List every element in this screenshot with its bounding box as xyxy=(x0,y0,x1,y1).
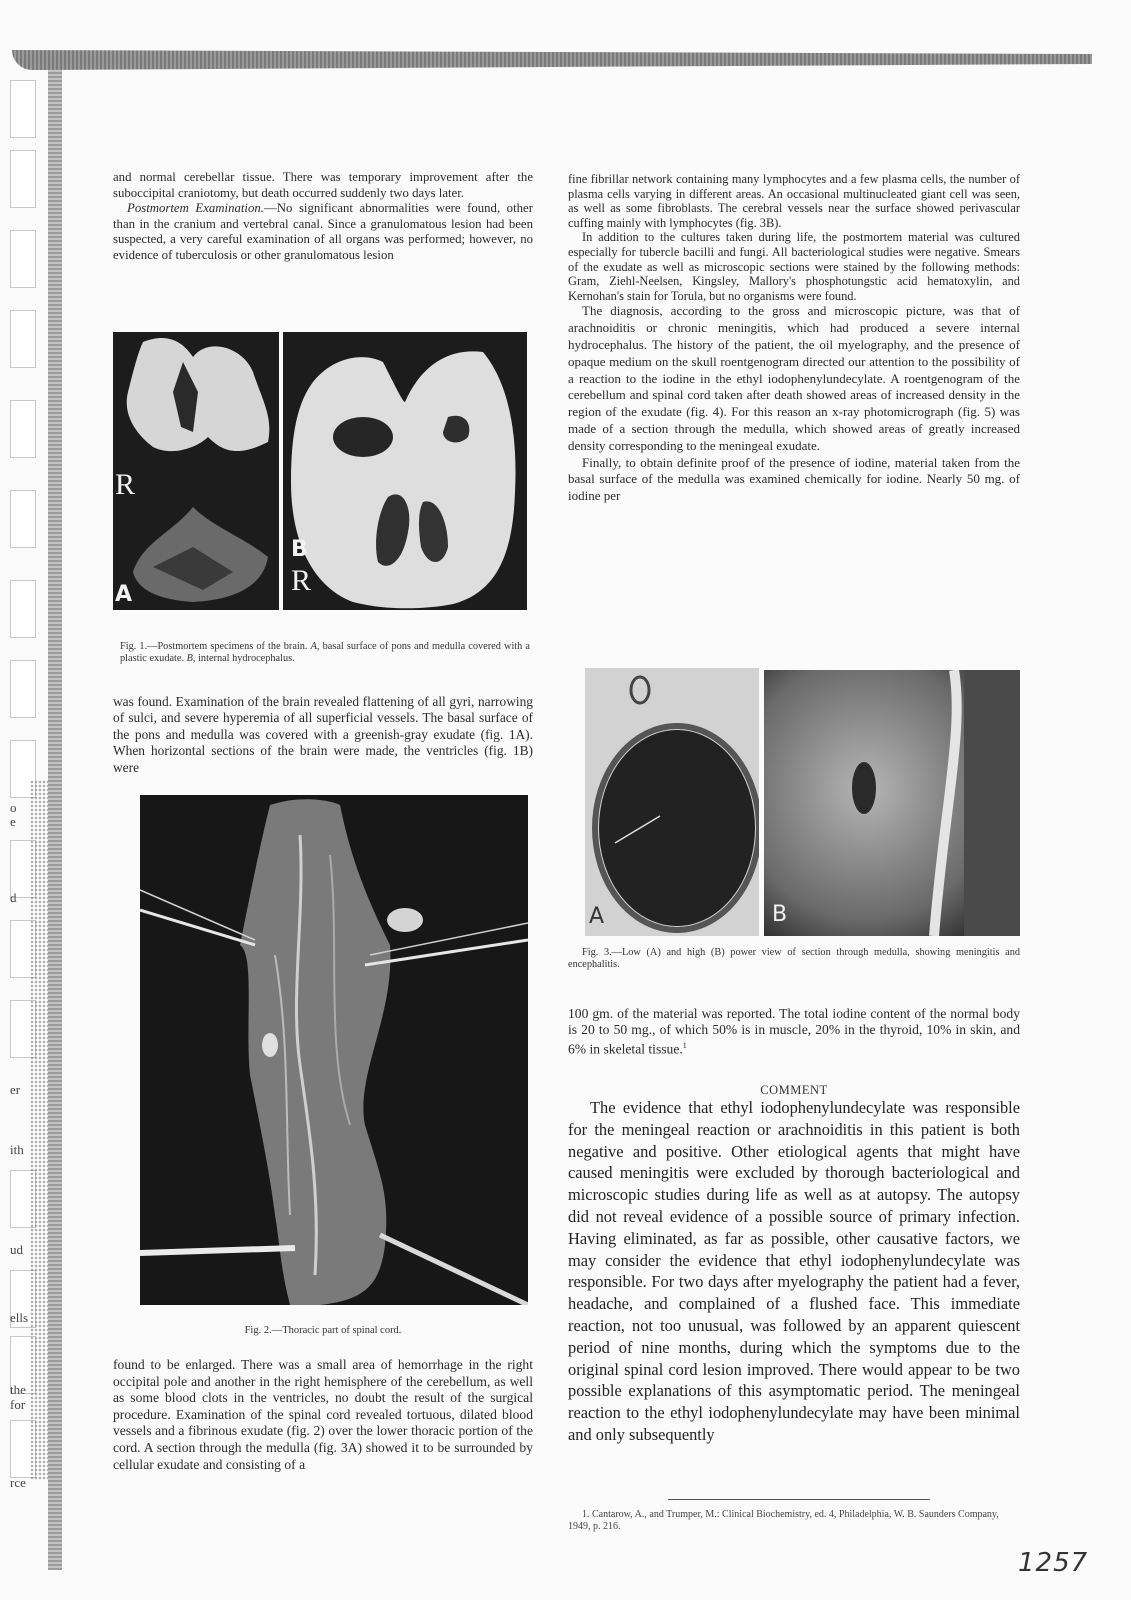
medulla-high-power-image xyxy=(764,670,1020,936)
margin-tab xyxy=(10,230,36,288)
margin-tab xyxy=(10,580,36,638)
caption-italic: A xyxy=(310,641,317,652)
scan-binding-shadow xyxy=(48,70,62,1570)
left-column-top-text xyxy=(113,170,533,264)
figure-label-r: R xyxy=(115,468,136,501)
paragraph: The evidence that ethyl iodophenylundecylate was responsible for the meningeal reaction or arachnoiditis in this patient is both negative and positive. Other etiological agents that might have caused meningitis were excluded by thorough bacteriological and microscopic studies during life as well as at autopsy. The autopsy did not reveal evidence of a possible source of primary infection. Having eliminated, as far as possible, other causative factors, we may consider the evidence that ethyl iodophenylundecylate was responsible. For two days after myelography the patient had a fever, headache, and complained of a flushed face. This immediate reaction, not too unusual, was followed by an apparent quiescent period of nine months, during which the symptoms due to the original spinal cord lesion improved. There would appear to be two possible explanations of this asymptomatic period. The meningeal reaction to the ethyl iodophenylundecylate may have been minimal and only subsequently xyxy=(568,1098,1020,1444)
scan-top-edge-artifact xyxy=(12,50,1092,70)
caption-text: , basal surface of pons and medulla covered with a plastic exudate. xyxy=(120,641,531,664)
right-column-top-text xyxy=(568,172,1020,505)
margin-tab xyxy=(10,310,36,368)
figure-3b-high-power-medulla xyxy=(764,670,1020,936)
margin-fragment: d xyxy=(10,890,17,905)
figure-2-caption: Fig. 2.—Thoracic part of spinal cord. xyxy=(244,1325,402,1336)
medulla-low-power-image xyxy=(585,668,759,936)
caption-italic: B xyxy=(186,653,193,664)
scan-noise xyxy=(30,780,48,1480)
figure-1-caption xyxy=(120,641,530,665)
handwritten-page-number: 1257 xyxy=(1018,1548,1089,1578)
margin-tab xyxy=(10,150,36,208)
right-column-mid-text xyxy=(568,1006,1020,1057)
figure-label-b: B xyxy=(291,537,308,562)
caption-text: Fig. 1.—Postmortem specimens of the brain. xyxy=(120,641,311,652)
left-column-mid-text xyxy=(113,694,533,776)
figure-label-r: R xyxy=(291,564,312,597)
margin-fragment: for xyxy=(10,1397,26,1412)
paragraph: The diagnosis, according to the gross and microscopic picture, was that of arachnoiditis or chronic meningitis, which had produced a severe internal hydrocephalus. The history of the patient, the oil myelography, and the presence of opaque medium on the skull roentgenogram directed our attention to the possibility of a reaction to the iodine in the ethyl iodophenylundecylate. A roentgenogram of the cerebellum and spinal cord taken after death showed areas of increased density in the region of the exudate (fig. 4). For this reason an x-ray photomicrograph (fig. 5) was made of a section through the medulla, which showed areas of greatly increased density corresponding to the meningeal exudate. xyxy=(568,303,1020,453)
margin-fragment: ith xyxy=(10,1142,24,1157)
paragraph-text: —No significant abnormalities were found, other than in the cranium and vertebral canal. Since a granulomatous lesion had been suspected, a very careful examination of all organs was performed; however, no evidence of tuberculosis or other granulomatous lesion xyxy=(113,201,533,262)
margin-tab xyxy=(10,80,36,138)
paragraph: In addition to the cultures taken during life, the postmortem material was cultured especially for tubercle bacilli and fungi. All bacteriological studies were negative. Smears of the exudate as well as microscopic sections were stained by the following methods: Gram, Ziehl-Neelsen, Kingsley, Mallory's phosphotungstic acid hematoxylin, and Kernohan's stain for Torula, but no organisms were found. xyxy=(568,230,1020,303)
figure-label-a: A xyxy=(115,582,133,607)
figure-label-a: A xyxy=(589,904,605,929)
margin-fragment: ells xyxy=(10,1310,29,1325)
margin-fragment: rce xyxy=(10,1475,26,1490)
paragraph: Finally, to obtain definite proof of the presence of iodine, material taken from the basal surface of the medulla was examined chemically for iodine. Nearly 50 mg. of iodine per xyxy=(568,454,1020,504)
caption-text: , internal hydrocephalus. xyxy=(192,653,295,664)
section-heading-comment: COMMENT xyxy=(760,1083,828,1097)
paragraph: was found. Examination of the brain revealed flattening of all gyri, narrowing of sulci, and severe hyperemia of all superficial vessels. The basal surface of the pons and medulla was covered with a greenish-gray exudate (fig. 1A). When horizontal sections of the brain were made, the ventricles (fig. 1B) were xyxy=(113,694,533,775)
footnote-reference: 1 xyxy=(682,1040,687,1050)
paragraph xyxy=(568,1006,1020,1057)
paragraph: found to be enlarged. There was a small area of hemorrhage in the right occipital pole and another in the right hemisphere of the cerebellum, as well as some blood clots in the ventricles, no doubt the result of the surgical procedure. Examination of the spinal cord revealed tortuous, dilated blood vessels and a fibrinous exudate (fig. 2) over the lower thoracic portion of the cord. A section through the medulla (fig. 3A) showed it to be surrounded by cellular exudate and consisting of a xyxy=(113,1357,533,1472)
comment-section-text xyxy=(568,1097,1020,1446)
brain-horizontal-section-image xyxy=(283,332,527,610)
spinal-cord-image xyxy=(140,795,528,1305)
section-run-in-heading: Postmortem Examination. xyxy=(127,201,264,216)
paragraph: fine fibrillar network containing many lymphocytes and a few plasma cells, the number of plasma cells varying in different areas. An occasional multinucleated giant cell was seen, as well as some fibroblasts. The cerebral vessels near the surface showed perivascular cuffing mainly with lymphocytes (fig. 3B). xyxy=(568,172,1020,230)
footnote-divider xyxy=(668,1499,930,1500)
margin-fragment: ud xyxy=(10,1242,23,1257)
margin-tab xyxy=(10,490,36,548)
margin-tab xyxy=(10,400,36,458)
figure-1a-pons-medulla-photo xyxy=(113,332,279,610)
figure-1b-hydrocephalus-photo xyxy=(283,332,527,610)
left-column-bottom-text xyxy=(113,1357,533,1473)
figure-3-caption: Fig. 3.—Low (A) and high (B) power view of section through medulla, showing meningitis and encephalitis. xyxy=(568,947,1020,970)
figure-2-spinal-cord-photo xyxy=(140,795,528,1305)
margin-fragment: o xyxy=(10,800,17,815)
margin-fragment: the xyxy=(10,1382,26,1397)
paragraph-text: 100 gm. of the material was reported. The total iodine content of the normal body is 20 to 50 mg., of which 50% is in muscle, 20% in the thyroid, 10% in skin, and 6% in skeletal tissue. xyxy=(568,1006,1020,1057)
adjacent-page-margin xyxy=(0,60,46,1600)
paragraph-postmortem xyxy=(113,201,533,263)
figure-label-b: B xyxy=(772,902,788,927)
figure-3a-low-power-medulla xyxy=(585,668,759,936)
margin-tab xyxy=(10,660,36,718)
paragraph: and normal cerebellar tissue. There was temporary improvement after the suboccipital craniotomy, but death occurred suddenly two days later. xyxy=(113,170,533,200)
margin-fragment: er xyxy=(10,1082,21,1097)
margin-fragment: e xyxy=(10,814,16,829)
brain-basal-surface-image xyxy=(113,332,279,610)
footnote: 1. Cantarow, A., and Trumper, M.: Clinical Biochemistry, ed. 4, Philadelphia, W. B. Saunders Company, 1949, p. 216. xyxy=(568,1509,999,1532)
